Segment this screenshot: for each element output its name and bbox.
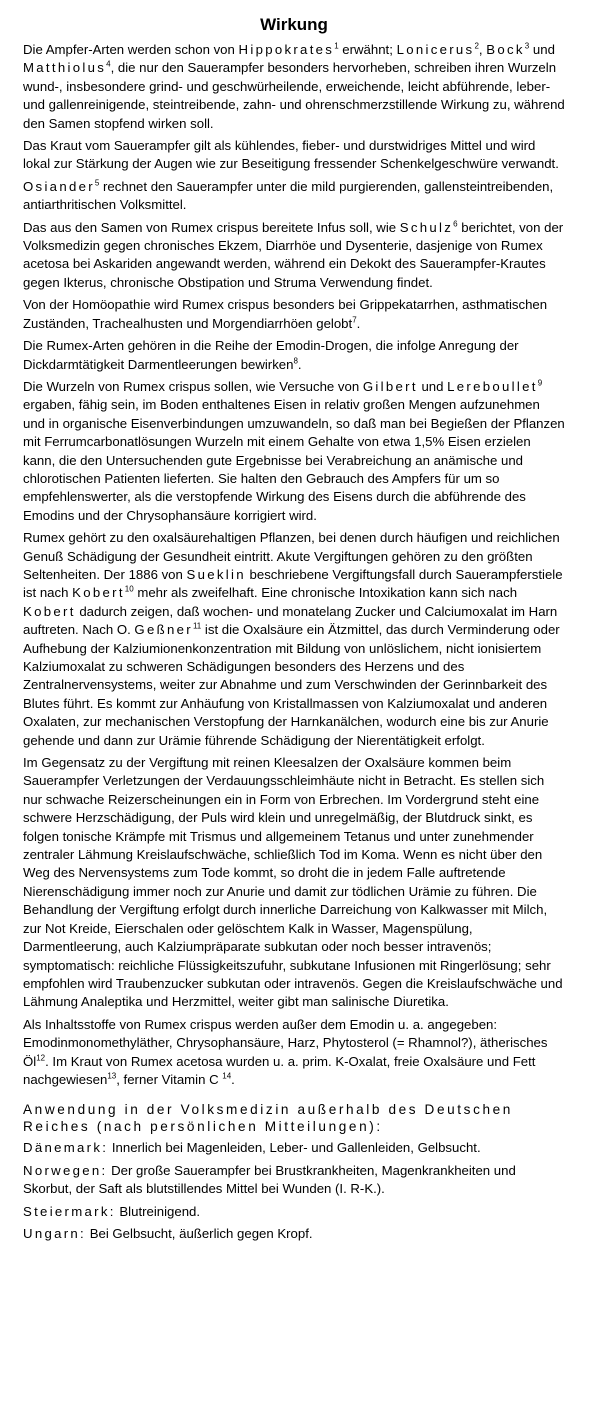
author-name: Schulz — [399, 219, 454, 235]
country-name: Dänemark: — [23, 1140, 109, 1156]
country-name: Steiermark: — [23, 1203, 116, 1219]
text: und — [529, 42, 555, 57]
footnote-ref: 9 — [537, 378, 543, 388]
author-name: Osiander — [23, 178, 95, 194]
footnote-ref: 2 — [474, 41, 479, 51]
footnote-ref: 14 — [222, 1071, 232, 1081]
text: Von der Homöopathie wird Rumex crispus besonders bei Grippekatarrhen, asthmatischen Zuständen, Trachealhusten und Morgendiarrhöen gelobt — [23, 297, 548, 331]
text: Rumex gehört zu den oxalsäurehaltigen Pflanzen, bei denen durch häufigen und reichlichen Genuß Schädigung der Gesundheit eintritt. Akute Vergiftungen gehören zu den größten Seltenheiten. Der 1886 von — [23, 530, 560, 582]
paragraph-herb: Das Kraut vom Sauerampfer gilt als kühlendes, fieber- und durstwidriges Mittel und wird lokal zur Stärkung der Augen wie zur Beseitigung fressender Schenkelgeschwüre verwandt. — [23, 138, 559, 172]
section-heading: Anwendung in der Volksmedizin außerhalb des Deutschen Reiches (nach persönlichen Mitteilungen): — [23, 1102, 513, 1135]
text: beschriebene Vergiftungsfall durch Sauerampferstiele ist nach — [23, 566, 563, 601]
country-entry — [23, 1225, 565, 1243]
paragraph-poisoning: Im Gegensatz zu der Vergiftung mit reinen Kleesalzen der Oxalsäure kommen beim Sauerampfer Verletzungen der Verdauungsschleimhäute nicht in Betracht. Es stellen sich nur schwache Reizerscheinungen ein in Form von Erbrechen. Im Vordergrund steht eine schwere Herzschädigung, der Puls wird klein und unregelmäßig, der Blutdruck sinkt, es folgen tonische Krämpfe mit Trismus und allgemeinem Tetanus und unter zunehmender zentraler Lähmung Kreislaufschwäche, schließlich Tod im Koma. Wenn es nicht über den Weg des Nervensystems zum Tode kommt, so droht die in jedem Falle auftretende Nierenschädigung immer noch zur Anurie und damit zur tödlichen Urämie zu führen. Die Behandlung der Vergiftung erfolgt durch innerliche Darreichung von Kalkwasser mit Milch, zur Not Kreide, Eierschalen oder gelöschtem Kalk in Wasser, Magenspülung, Darmentleerung, auch Kalziumpräparate subkutan oder noch besser intravenös; symptomatisch: reichliche Flüssigkeitszufuhr, subkutane Infusionen mit Ringerlösung; sehr empfohlen wird Traubenzucker subkutan oder intravenös. Gegen die Kreislaufschwäche und Lähmung Analeptika und Herzmittel, weiter gibt man salinische Diuretika. — [23, 755, 563, 1010]
paragraph-osiander — [23, 178, 565, 215]
text: ist die Oxalsäure ein Ätzmittel, das durch Verminderung oder Aufhebung der Kalziumionenkonzentration mit Bildung von unlöslichem, nicht ionisiertem Kalziumoxalat zu schweren Schädigungen besonders des Herzens und des Zentralnervensystems, weiter zur Abnahme und zum Verschwinden der Gerinnbarkeit des Blutes führt. Es kommt zur Anhäufung von Kristallmassen von Kalziumoxalat und anderen Oxalaten, zur mechanischen Verstopfung der Harnkanälchen, wodurch eine bis zur Anurie gehende und dann zur Urämie führende Schädigung der Nierentätigkeit erfolgt. — [23, 622, 560, 748]
country-name: Ungarn: — [23, 1225, 87, 1241]
text: . — [231, 1071, 235, 1087]
text: , die nur den Sauerampfer besonders hervorheben, schreiben ihren Wurzeln wund-, insbesondere grind- und geschwürheilende, erweichende, leicht abführende, leber- und gallenreinigende, steintreibende, zahn- und ohrenschmerzstillende Wirkung zu, während den Samen stopfend wirken soll. — [23, 60, 565, 131]
text: berichtet, von der Volksmedizin gegen chronisches Ekzem, Diarrhöe und Dysenterie, dasjenige von Rumex acetosa bei Askariden angewandt werden, während ein Dekokt des Sauerampfer-Krautes gegen Ikterus, chronische Obstipation und Struma Verwendung findet. — [23, 219, 564, 290]
paragraph-homeopathy — [23, 296, 565, 333]
footnote-ref: 12 — [36, 1053, 46, 1063]
country-text: Innerlich bei Magenleiden, Leber- und Gallenleiden, Gelbsucht. — [108, 1140, 481, 1156]
footnote-ref: 8 — [293, 356, 298, 366]
text: Als Inhaltsstoffe von Rumex crispus werden außer dem Emodin u. a. angegeben: Emodinmonomethyläther, Chrysophansäure, Harz, Phytosterol (= Rhamnol?), ätherisches Öl — [23, 1016, 548, 1069]
text: . — [356, 315, 361, 331]
paragraph-oxalic — [23, 529, 565, 750]
paragraph-iron — [23, 378, 565, 525]
text: ergaben, fähig sein, im Boden enthaltenes Eisen in relativ großen Mengen aufzunehmen und in organische Eisenverbindungen umzuwandeln, so daß man bei Begießen der Pflanzen mit Ferrumcarbonatlösungen Wurzeln mit einem Gehalte von etwa 1,5% Eisen erzielen kann, die den Untersuchenden gute Ergebnisse bei Verabreichung an anämische und chlorotischen Patienten lieferten. Sie halten den Gebrauch des Ampfers für um so empfehlenswerter, als die verstopfende Wirkung des Eisens durch die abführende des Emodins und der Chrysophansäure korrigiert wird. — [23, 397, 565, 523]
country-entry — [23, 1162, 565, 1199]
country-text: Bei Gelbsucht, äußerlich gegen Kropf. — [86, 1225, 313, 1241]
country-entry — [23, 1139, 565, 1157]
text: erwähnt; — [338, 42, 397, 57]
author-name: Lereboullet — [447, 378, 538, 394]
country-name: Norwegen: — [23, 1162, 108, 1178]
text: Die Wurzeln von Rumex crispus sollen, wie Versuche von — [23, 378, 363, 394]
footnote-ref: 4 — [106, 60, 111, 70]
footnote-ref: 7 — [352, 315, 357, 325]
paragraph-history — [23, 41, 565, 133]
footnote-ref: 6 — [453, 219, 458, 229]
author-name: Geßner — [134, 622, 193, 638]
footnote-ref: 5 — [94, 178, 100, 188]
footnote-ref: 13 — [107, 1071, 117, 1081]
paragraph-constituents — [23, 1016, 565, 1090]
author-name: Hippokrates — [238, 42, 335, 57]
footnote-ref: 11 — [192, 621, 202, 631]
country-entry — [23, 1203, 565, 1221]
author-name: Matthiolus — [23, 60, 107, 76]
text: . — [297, 356, 302, 372]
country-text: Der große Sauerampfer bei Brustkrankheiten, Magenkrankheiten und Skorbut, der Saft als blutstillendes Mittel bei Wunden (I. R-K.). — [23, 1162, 516, 1197]
author-name: Kobert — [72, 585, 125, 601]
paragraph-emodin — [23, 337, 565, 374]
text: Die Ampfer-Arten werden schon von — [23, 42, 239, 57]
text: , ferner Vitamin C — [116, 1071, 223, 1087]
author-name: Kobert — [23, 603, 76, 619]
footnote-ref: 10 — [124, 584, 134, 594]
author-name: Lonicerus — [396, 42, 475, 57]
text: und — [417, 378, 448, 394]
footnote-ref: 1 — [334, 41, 339, 51]
page-title: Wirkung — [260, 15, 328, 34]
author-name: Bock — [486, 42, 525, 57]
country-text: Blutreinigend. — [115, 1203, 201, 1219]
text: mehr als zweifelhaft. Eine chronische Intoxikation kann sich nach — [133, 585, 518, 601]
text: rechnet den Sauerampfer unter die mild purgierenden, gallensteintreibenden, antiarthritischen Volksmittel. — [23, 178, 554, 213]
text: dadurch zeigen, daß wochen- und monatelang Zucker und Calciumoxalat im Harn auftreten. Nach O. — [23, 603, 558, 638]
footnote-ref: 3 — [524, 41, 530, 51]
author-name: Sueklin — [186, 566, 246, 582]
author-name: Gilbert — [362, 378, 418, 394]
text: , — [478, 42, 483, 57]
text: . Im Kraut von Rumex acetosa wurden u. a. prim. K-Oxalat, freie Oxalsäure und Fett nachgewiesen — [23, 1053, 536, 1087]
text: Die Rumex-Arten gehören in die Reihe der Emodin-Drogen, die infolge Anregung der Dickdarmtätigkeit Darmentleerungen bewirken — [23, 338, 519, 372]
paragraph-infusion — [23, 219, 565, 293]
text: Das aus den Samen von Rumex crispus bereitete Infus soll, wie — [23, 219, 400, 235]
